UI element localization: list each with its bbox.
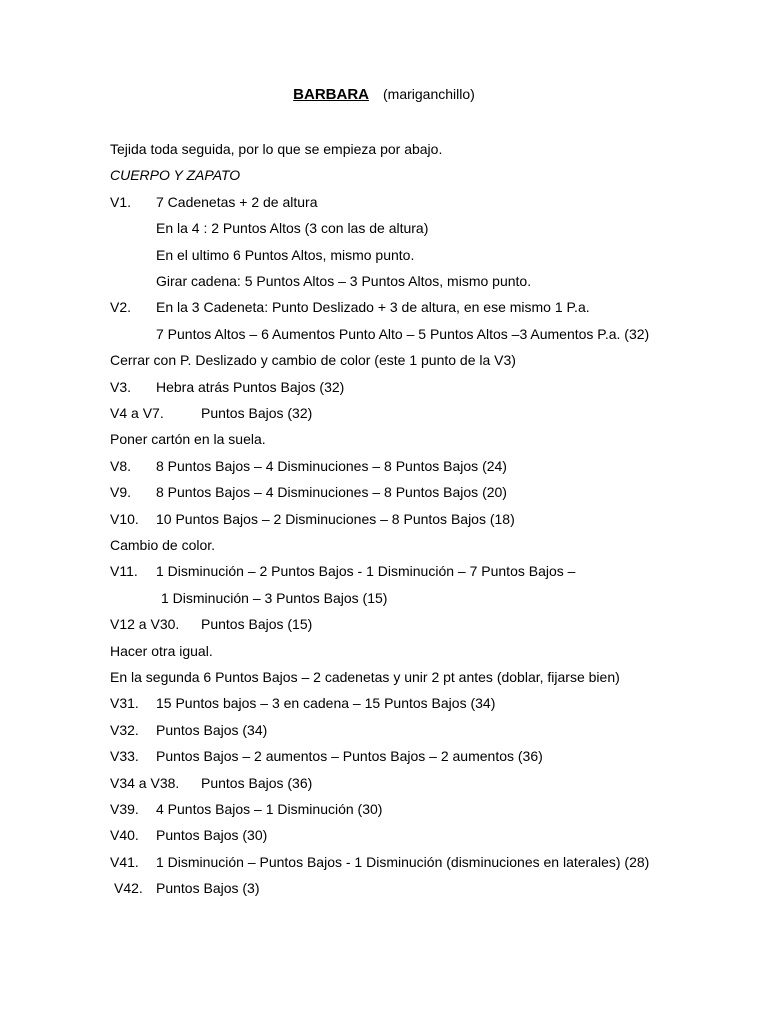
text-line: CUERPO Y ZAPATO — [110, 167, 241, 184]
row-instruction: Puntos Bajos (3) — [156, 880, 260, 897]
row-label: V1. — [110, 193, 132, 210]
pattern-row — [110, 192, 318, 212]
row-label: V32. — [110, 721, 139, 738]
pattern-row — [114, 878, 260, 898]
pattern-row — [110, 825, 267, 845]
row-instruction: Puntos Bajos – 2 aumentos – Puntos Bajos – 2 aumentos (36) — [156, 748, 543, 765]
row-label: V42. — [114, 880, 143, 897]
row-instruction: Puntos Bajos (36) — [201, 774, 313, 791]
text-line: Cerrar con P. Deslizado y cambio de color (este 1 punto de la V3) — [110, 352, 516, 369]
row-label: V10. — [110, 510, 139, 527]
row-label: V41. — [110, 853, 139, 870]
pattern-row — [110, 614, 312, 634]
row-instruction: Puntos Bajos (32) — [201, 405, 313, 421]
pattern-row — [110, 799, 382, 819]
pattern-row — [110, 297, 590, 317]
row-label: V12 a V30. — [110, 616, 180, 633]
text-line: En la segunda 6 Puntos Bajos – 2 cadenetas y unir 2 pt antes (doblar, fijarse bien) — [110, 669, 620, 685]
row-instruction: En la 3 Cadeneta: Punto Deslizado + 3 de altura, en ese mismo 1 P.a. — [156, 299, 590, 316]
pattern-row — [110, 852, 649, 872]
row-label: V4 a V7. — [110, 405, 164, 421]
row-instruction: Puntos Bajos (34) — [156, 721, 268, 738]
row-instruction: Hebra atrás Puntos Bajos (32) — [156, 378, 345, 395]
row-label: V33. — [110, 748, 139, 765]
text-line: En la 4 : 2 Puntos Altos (3 con las de altura) — [156, 220, 429, 237]
pattern-row — [110, 693, 495, 713]
row-instruction: 1 Disminución – 2 Puntos Bajos - 1 Disminución – 7 Puntos Bajos – — [156, 563, 576, 580]
text-line: Hacer otra igual. — [110, 642, 213, 659]
pattern-row — [110, 773, 312, 793]
row-label: V31. — [110, 695, 139, 712]
text-line: Tejida toda seguida, por lo que se empieza por abajo. — [110, 141, 443, 157]
title-subtitle: (mariganchillo) — [383, 86, 475, 102]
row-label: V8. — [110, 457, 132, 474]
row-label: V40. — [110, 827, 139, 844]
pattern-row — [110, 509, 515, 529]
text-line: 1 Disminución – 3 Puntos Bajos (15) — [161, 589, 388, 606]
row-instruction: 1 Disminución – Puntos Bajos - 1 Disminución (disminuciones en laterales) (28) — [156, 853, 650, 870]
row-label: V11. — [110, 563, 138, 580]
pattern-row — [110, 456, 507, 476]
row-instruction: Puntos Bajos (30) — [156, 827, 268, 844]
row-label: V2. — [110, 299, 132, 316]
text-line: Cambio de color. — [110, 537, 216, 553]
pattern-row — [110, 403, 312, 423]
row-label: V3. — [110, 378, 132, 395]
row-label: V34 a V38. — [110, 774, 180, 791]
pattern-row — [110, 482, 507, 502]
row-instruction: 15 Puntos bajos – 3 en cadena – 15 Puntos Bajos (34) — [156, 695, 496, 712]
row-label: V9. — [110, 484, 132, 501]
row-instruction: 7 Cadenetas + 2 de altura — [156, 193, 318, 210]
row-instruction: 4 Puntos Bajos – 1 Disminución (30) — [156, 801, 383, 817]
row-instruction: 10 Puntos Bajos – 2 Disminuciones – 8 Puntos Bajos (18) — [156, 510, 515, 527]
document-title — [0, 84, 768, 105]
pattern-row — [110, 377, 344, 397]
pattern-row — [110, 720, 267, 740]
text-line: Girar cadena: 5 Puntos Altos – 3 Puntos Altos, mismo punto. — [156, 273, 532, 289]
text-line: 7 Puntos Altos – 6 Aumentos Punto Alto – 5 Puntos Altos –3 Aumentos P.a. (32) — [156, 325, 650, 342]
row-instruction: 8 Puntos Bajos – 4 Disminuciones – 8 Puntos Bajos (24) — [156, 457, 507, 474]
text-line: En el ultimo 6 Puntos Altos, mismo punto. — [156, 246, 415, 263]
title-main: BARBARA — [293, 86, 369, 103]
row-instruction: 8 Puntos Bajos – 4 Disminuciones – 8 Puntos Bajos (20) — [156, 484, 507, 501]
text-line: Poner cartón en la suela. — [110, 431, 266, 448]
pattern-row — [110, 746, 543, 766]
row-label: V39. — [110, 801, 139, 817]
row-instruction: Puntos Bajos (15) — [201, 616, 313, 633]
pattern-row — [110, 561, 575, 581]
